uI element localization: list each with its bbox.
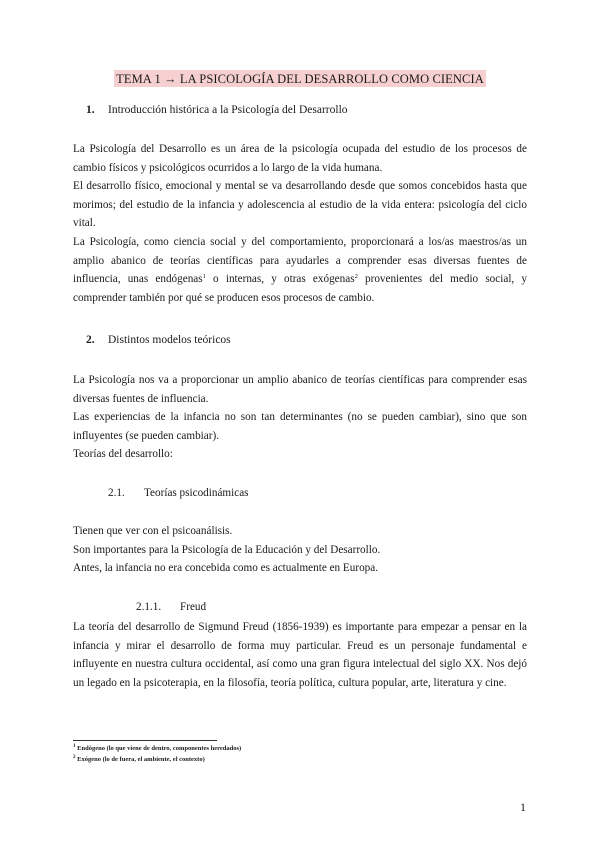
section-2-heading <box>86 334 231 346</box>
section-2-1-1-title: Freud <box>180 601 207 613</box>
footnote-1 <box>73 744 241 754</box>
footnote-2-mark: 2 <box>73 755 76 760</box>
section-2-1-line-2: Son importantes para la Psicología de la Educación y del Desarrollo. <box>73 543 381 556</box>
section-2-1-number: 2.1. <box>108 487 125 499</box>
footnote-ref-1: 1 <box>202 273 206 281</box>
section-2-paragraph-3: Teorías del desarrollo: <box>73 448 173 461</box>
footnote-2 <box>73 755 205 765</box>
footnote-1-text: Endógeno (lo que viene de dentro, componentes heredados) <box>77 745 242 752</box>
paragraph-3-part-c: provenientes del medio social, y comprender también por qué se producen esos procesos de cambio. <box>73 273 527 304</box>
section-2-1-line-1: Tienen que ver con el psicoanálisis. <box>73 525 233 537</box>
page-number: 1 <box>520 800 526 814</box>
section-1-body <box>73 140 527 307</box>
section-2-title: Distintos modelos teóricos <box>108 334 231 346</box>
section-1-paragraph-3 <box>73 233 527 307</box>
section-1-number: 1. <box>86 104 95 116</box>
title-container <box>0 70 600 88</box>
footnote-ref-2: 2 <box>354 273 358 281</box>
paragraph-3-part-b: o internas, y otras exógenas <box>205 273 355 286</box>
section-2-1-1-body <box>73 618 527 692</box>
document-title: TEMA 1 → LA PSICOLOGÍA DEL DESARROLLO COMO CIENCIA <box>116 72 484 86</box>
section-1-paragraph-2: El desarrollo físico, emocional y mental se va desarrollando desde que somos concebidos hasta que morimos; del estudio de la infancia y adolescencia al estudio de la vida entera: psicología del ciclo vital. <box>73 180 527 230</box>
section-2-1-title: Teorías psicodinámicas <box>144 487 249 499</box>
section-2-1-1-heading <box>136 601 206 613</box>
section-1-title: Introducción histórica a la Psicología del Desarrollo <box>108 104 348 116</box>
section-2-1-1-paragraph: La teoría del desarrollo de Sigmund Freud (1856-1939) es importante para empezar a pensar en la infancia y mirar el desarrollo de forma muy particular. Freud es un personaje fundamental e influyente en nuestra cultura occidental, así como una gran figura intelectual del siglo XX. Nos dejó un legado en la psicoterapia, en la filosofía, teoría política, cultura popular, arte, literatura y cine. <box>73 621 527 689</box>
section-1-heading <box>86 104 348 116</box>
section-2-paragraph-2: Las experiencias de la infancia no son tan determinantes (no se pueden cambiar), sino que son influyentes (se pueden cambiar). <box>73 411 527 442</box>
section-2-body <box>73 371 527 464</box>
footnote-1-mark: 1 <box>73 744 76 749</box>
section-2-1-body <box>73 522 527 578</box>
section-2-1-1-number: 2.1.1. <box>136 601 162 613</box>
footnote-separator <box>73 740 217 741</box>
section-2-number: 2. <box>86 334 95 346</box>
section-1-paragraph-1: La Psicología del Desarrollo es un área de la psicología ocupada del estudio de los procesos de cambio físicos y psicológicos ocurridos a lo largo de la vida humana. <box>73 143 527 174</box>
section-2-paragraph-1: La Psicología nos va a proporcionar un amplio abanico de teorías científicas para comprender esas diversas fuentes de influencia. <box>73 374 527 405</box>
section-2-1-heading <box>108 487 249 499</box>
paragraph-3-part-a: La Psicología, como ciencia social y del comportamiento, proporcionará a los/as maestros/as un amplio abanico de teorías científicas para ayudarles a comprender esas diversas fuentes de influencia, unas endógenas <box>73 235 527 286</box>
footnote-2-text: Exógeno (lo de fuera, el ambiente, el contexto) <box>77 756 205 763</box>
section-2-1-line-3: Antes, la infancia no era concebida como es actualmente en Europa. <box>73 562 379 575</box>
